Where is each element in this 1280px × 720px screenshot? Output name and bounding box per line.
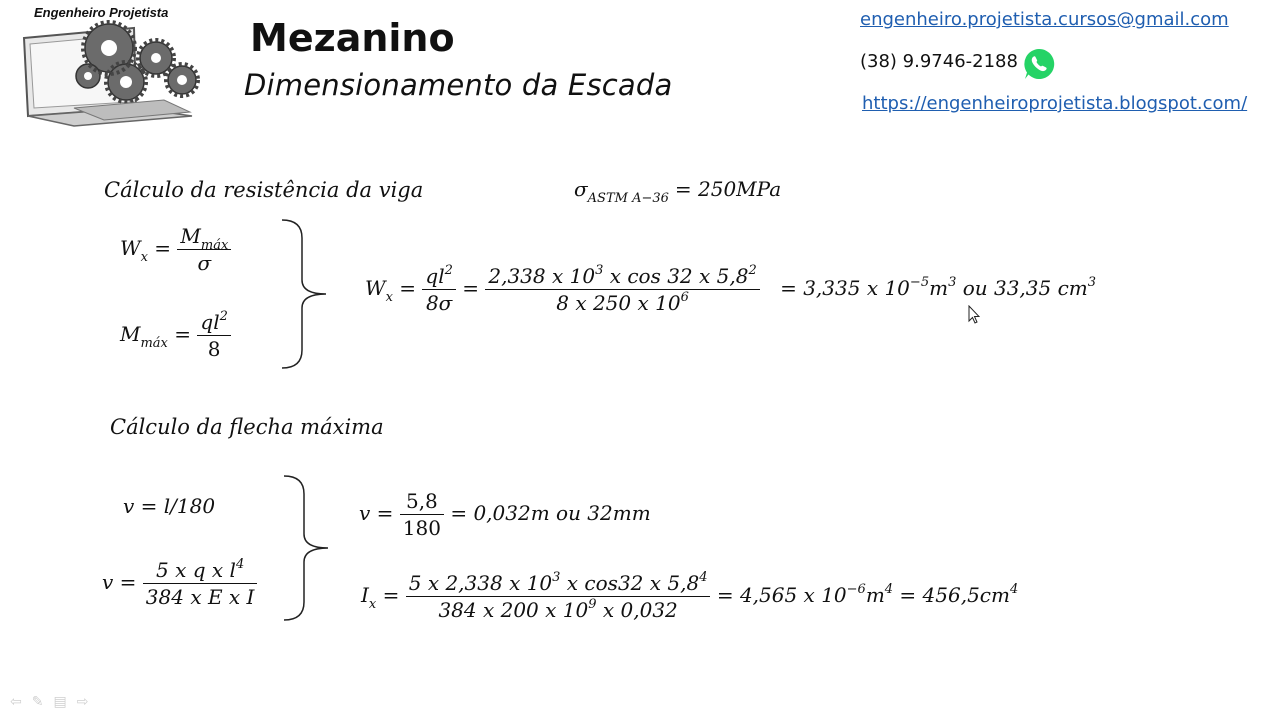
slide-nav xyxy=(10,694,98,710)
wx-denominator: σ xyxy=(197,251,212,275)
vdef2-num: 5 x q x $l^4$ xyxy=(143,560,258,584)
ix-calculation xyxy=(361,570,1019,622)
ix-lhs: I xyxy=(361,583,369,607)
wx-fraction xyxy=(177,226,231,273)
menu-icon[interactable]: ▤ xyxy=(53,694,77,710)
vcalc-fraction xyxy=(400,491,444,538)
v-definition-2 xyxy=(102,557,257,609)
right-brace-1 xyxy=(280,218,330,370)
wxc-f2-num: 2,338 x $10^3$ x cos 32 x $5,8^2$ xyxy=(485,266,759,290)
page-subtitle: Dimensionamento da Escada xyxy=(244,68,673,102)
mmax-eq: = xyxy=(174,322,192,346)
wx-calculation xyxy=(365,263,1097,315)
v-calculation xyxy=(359,491,651,538)
vcalc-num: 5,8 xyxy=(400,491,444,515)
wx-numerator: $M_{máx}$ xyxy=(177,226,231,250)
sigma-rhs: = 250MPa xyxy=(674,177,782,201)
email-link[interactable]: engenheiro.projetista.cursos@gmail.com xyxy=(860,9,1229,30)
sigma-equation xyxy=(574,177,782,206)
ix-den: 384 x 200 x $10^9$ x 0,032 xyxy=(438,597,678,622)
sigma-sub: ASTM A−36 xyxy=(587,191,669,206)
mmax-numerator: $ql^2$ xyxy=(197,312,230,336)
ix-eq: = xyxy=(382,583,400,607)
wxc-eq1: = xyxy=(399,276,417,300)
wxc-f1-num: $ql^2$ xyxy=(422,266,455,290)
vdef2-den: 384 x E x I xyxy=(145,585,255,609)
wx-lhs: W xyxy=(120,236,141,260)
ix-rhs: = 4,565 x $10^{-6}m^4 = 456,5cm^4$ xyxy=(716,582,1019,607)
brand-name: Engenheiro Projetista xyxy=(34,5,169,20)
blog-link[interactable]: https://engenheiroprojetista.blogspot.com/ xyxy=(862,93,1248,114)
ix-num: 5 x 2,338 x $10^3$ x cos32 x $5,8^4$ xyxy=(406,573,711,597)
gears-laptop-logo xyxy=(14,20,214,128)
section1-heading: Cálculo da resistência da viga xyxy=(104,178,424,202)
mmax-lhs-sub: máx xyxy=(140,336,168,351)
mouse-cursor-icon xyxy=(968,305,980,325)
sigma-symbol: σ xyxy=(574,177,588,201)
mmax-lhs: M xyxy=(120,322,141,346)
vcalc-lhs: v = xyxy=(359,501,394,525)
phone-number: (38) 9.9746-2188 xyxy=(860,51,1018,72)
wxc-f2-den: 8 x 250 x $10^6$ xyxy=(556,290,689,315)
wxc-lhs: W xyxy=(365,276,386,300)
pen-icon[interactable]: ✎ xyxy=(31,694,54,710)
page-title: Mezanino xyxy=(250,16,455,60)
wxc-fraction2 xyxy=(485,263,759,315)
v-definition-1: v = l/180 xyxy=(123,494,216,518)
wxc-fraction1 xyxy=(422,263,455,315)
ix-fraction xyxy=(406,570,711,622)
wxc-f1-den: 8σ xyxy=(425,291,453,315)
vdef2-lhs: v = xyxy=(102,570,137,594)
wxc-eq2: = xyxy=(462,276,479,300)
mmax-definition xyxy=(120,309,231,361)
vdef2-fraction xyxy=(143,557,258,609)
mmax-fraction xyxy=(197,309,230,361)
mmax-denominator: 8 xyxy=(207,337,221,361)
ix-lhs-sub: x xyxy=(368,597,377,612)
wx-lhs-sub: x xyxy=(140,250,148,265)
wxc-lhs-sub: x xyxy=(385,290,393,305)
forward-arrow-icon[interactable]: ⇨ xyxy=(76,694,99,710)
back-arrow-icon[interactable]: ⇦ xyxy=(10,694,32,710)
section2-heading: Cálculo da flecha máxima xyxy=(110,415,384,439)
wx-definition xyxy=(120,226,231,273)
wxc-result: = 3,335 x $10^{-5}m^3$ ou 33,35 $cm^3$ xyxy=(780,275,1097,300)
wx-eq: = xyxy=(154,236,172,260)
vcalc-den: 180 xyxy=(402,516,441,540)
right-brace-2 xyxy=(282,474,332,624)
whatsapp-icon[interactable] xyxy=(1022,47,1056,81)
vcalc-rhs: = 0,032m ou 32mm xyxy=(450,501,651,525)
